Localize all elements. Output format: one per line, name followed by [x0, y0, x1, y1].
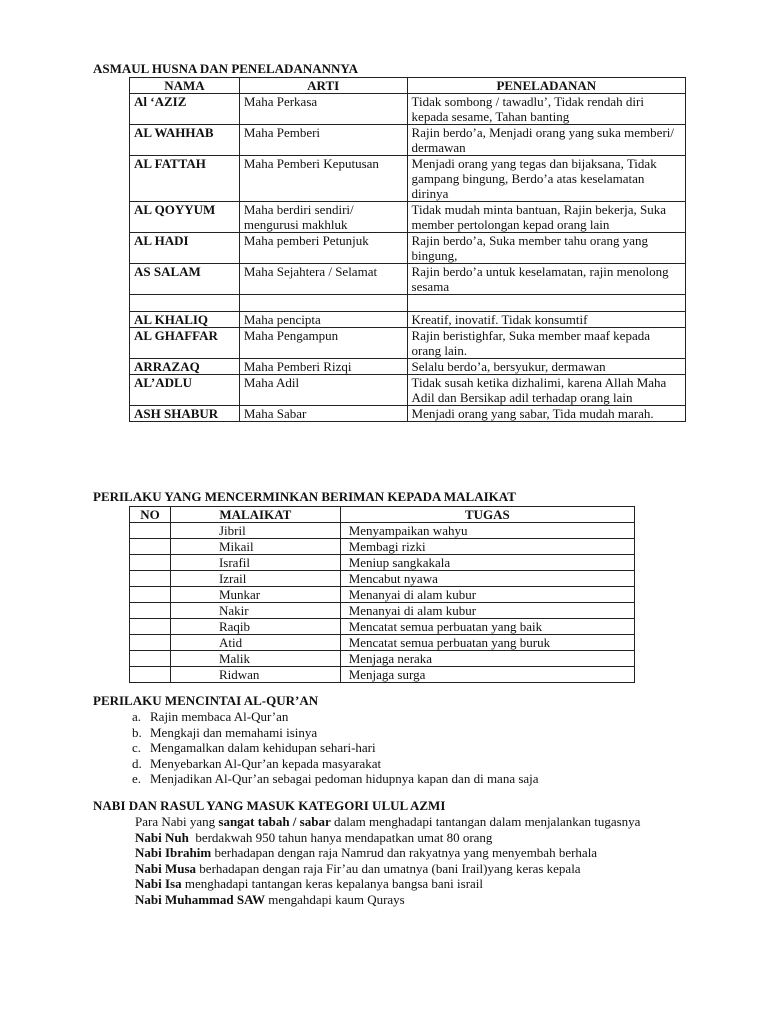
- header-arti: ARTI: [239, 78, 407, 94]
- list-marker: b.: [132, 724, 142, 740]
- list-marker: e.: [132, 771, 142, 786]
- tugas-cell: Mencatat semua perbuatan yang baik: [340, 619, 634, 635]
- header-tugas: TUGAS: [340, 507, 634, 523]
- list-item: [132, 709, 539, 725]
- no-cell: [130, 555, 171, 571]
- name-cell: ASH SHABUR: [130, 406, 240, 422]
- meaning-cell: Maha Sabar: [239, 406, 407, 422]
- example-cell: Menjadi orang yang sabar, Tida mudah marah.: [407, 406, 685, 422]
- tugas-cell: Meniup sangkakala: [340, 555, 634, 571]
- list-text: Mengkaji dan memahami isinya: [150, 724, 318, 740]
- nabi-name: Nabi Nuh: [135, 829, 189, 845]
- table-row: [130, 328, 686, 359]
- list-text: Rajin membaca Al-Qur’an: [150, 709, 289, 724]
- malaikat-cell: Raqib: [170, 619, 340, 635]
- tugas-cell: Menjaga surga: [340, 667, 634, 683]
- quran-behavior-list: [132, 709, 539, 787]
- name-cell: AL WAHHAB: [130, 125, 240, 156]
- meaning-cell: Maha Pemberi Keputusan: [239, 156, 407, 202]
- quran-title: PERILAKU MENCINTAI AL-QUR’AN: [93, 693, 319, 708]
- meaning-cell: Maha pemberi Petunjuk: [239, 233, 407, 264]
- nabi-description: berdakwah 950 tahun hanya mendapatkan umat 80 orang: [188, 829, 493, 845]
- no-cell: [130, 619, 171, 635]
- nabi-name: Nabi Muhammad SAW: [135, 891, 266, 907]
- header-nama: NAMA: [130, 78, 240, 94]
- table-row: [130, 603, 635, 619]
- table-row: [130, 94, 686, 125]
- nabi-description: menghadapi tantangan keras kepalanya bangsa bani israil: [181, 876, 484, 892]
- meaning-cell: Maha pencipta: [239, 312, 407, 328]
- malaikat-cell: Ridwan: [170, 667, 340, 683]
- table-row: [130, 202, 686, 233]
- tugas-cell: Menyampaikan wahyu: [340, 523, 634, 539]
- table-row: [130, 619, 635, 635]
- no-cell: [130, 571, 171, 587]
- list-text: Menjadikan Al-Qur’an sebagai pedoman hidupnya kapan dan di mana saja: [150, 771, 539, 786]
- list-text: Mengamalkan dalam kehidupan sehari-hari: [150, 740, 376, 755]
- malaikat-cell: Mikail: [170, 539, 340, 555]
- table-row: [130, 587, 635, 603]
- no-cell: [130, 603, 171, 619]
- name-cell: Al ‘AZIZ: [130, 94, 240, 125]
- table-row: [130, 571, 635, 587]
- nabi-line: [135, 861, 695, 877]
- meaning-cell: Maha Pemberi: [239, 125, 407, 156]
- table-header-row: [130, 507, 635, 523]
- table-row: [130, 125, 686, 156]
- nabi-name: Nabi Isa: [135, 876, 182, 892]
- name-cell: AL QOYYUM: [130, 202, 240, 233]
- table-row: [130, 555, 635, 571]
- example-cell: Rajin berdo’a, Suka member tahu orang yang bingung,: [407, 233, 685, 264]
- nabi-name: Nabi Ibrahim: [135, 845, 212, 861]
- name-cell: AL’ADLU: [130, 375, 240, 406]
- table-row: [130, 233, 686, 264]
- header-peneladanan: PENELADANAN: [407, 78, 685, 94]
- table-row: [130, 295, 686, 312]
- list-item: [132, 756, 539, 772]
- list-item: [132, 740, 539, 756]
- name-cell: AL FATTAH: [130, 156, 240, 202]
- table-header-row: [130, 78, 686, 94]
- example-cell: Tidak mudah minta bantuan, Rajin bekerja, Suka member pertolongan kepad orang lain: [407, 202, 685, 233]
- meaning-cell: Maha Adil: [239, 375, 407, 406]
- example-cell: Rajin berdo’a untuk keselamatan, rajin menolong sesama: [407, 264, 685, 295]
- example-cell: Selalu berdo’a, bersyukur, dermawan: [407, 359, 685, 375]
- list-marker: c.: [132, 740, 142, 755]
- table-row: [130, 264, 686, 295]
- no-cell: [130, 651, 171, 667]
- malaikat-cell: Malik: [170, 651, 340, 667]
- name-cell: AL GHAFFAR: [130, 328, 240, 359]
- nabi-line: [135, 845, 695, 861]
- no-cell: [130, 587, 171, 603]
- table-row: [130, 667, 635, 683]
- table-row: [130, 523, 635, 539]
- name-cell: AL HADI: [130, 233, 240, 264]
- ulul-azmi-body: [135, 814, 695, 908]
- name-cell: AS SALAM: [130, 264, 240, 295]
- name-cell: ARRAZAQ: [130, 359, 240, 375]
- malaikat-cell: Atid: [170, 635, 340, 651]
- table-row: [130, 406, 686, 422]
- list-marker: a.: [132, 709, 142, 724]
- meaning-cell: Maha berdiri sendiri/ mengurusi makhluk: [239, 202, 407, 233]
- ulul-azmi-title: NABI DAN RASUL YANG MASUK KATEGORI ULUL AZMI: [93, 798, 446, 813]
- tugas-cell: Membagi rizki: [340, 539, 634, 555]
- asmaul-husna-title: ASMAUL HUSNA DAN PENELADANANNYA: [93, 61, 358, 76]
- malaikat-title: PERILAKU YANG MENCERMINKAN BERIMAN KEPADA MALAIKAT: [93, 489, 516, 504]
- malaikat-cell: Jibril: [170, 523, 340, 539]
- nabi-description: berhadapan dengan raja Fir’au dan umatnya (bani Irail)yang keras kepala: [196, 860, 581, 876]
- list-item: [132, 771, 539, 787]
- meaning-cell: Maha Pemberi Rizqi: [239, 359, 407, 375]
- table-row: [130, 375, 686, 406]
- header-no: NO: [130, 507, 171, 523]
- example-cell: Tidak sombong / tawadlu’, Tidak rendah diri kepada sesame, Tahan banting: [407, 94, 685, 125]
- header-malaikat: MALAIKAT: [170, 507, 340, 523]
- table-row: [130, 156, 686, 202]
- malaikat-cell: Nakir: [170, 603, 340, 619]
- example-cell: Tidak susah ketika dizhalimi, karena Allah Maha Adil dan Bersikap adil terhadap orang lain: [407, 375, 685, 406]
- table-row: [130, 635, 635, 651]
- example-cell: Kreatif, inovatif. Tidak konsumtif: [407, 312, 685, 328]
- no-cell: [130, 523, 171, 539]
- tugas-cell: Mencatat semua perbuatan yang buruk: [340, 635, 634, 651]
- nabi-description: mengahdapi kaum Qurays: [265, 891, 405, 907]
- meaning-cell: Maha Sejahtera / Selamat: [239, 264, 407, 295]
- example-cell: Rajin berdo’a, Menjadi orang yang suka memberi/ dermawan: [407, 125, 685, 156]
- list-item: [132, 725, 539, 741]
- asmaul-husna-table: [129, 77, 686, 422]
- tugas-cell: Menjaga neraka: [340, 651, 634, 667]
- no-cell: [130, 539, 171, 555]
- meaning-cell: Maha Perkasa: [239, 94, 407, 125]
- no-cell: [130, 667, 171, 683]
- table-row: [130, 651, 635, 667]
- no-cell: [130, 635, 171, 651]
- table-row: [130, 359, 686, 375]
- nabi-line: [135, 830, 695, 846]
- name-cell: [130, 295, 240, 312]
- tugas-cell: Menanyai di alam kubur: [340, 603, 634, 619]
- list-text: Menyebarkan Al-Qur’an kepada masyarakat: [150, 755, 382, 771]
- list-marker: d.: [132, 755, 142, 771]
- example-cell: Menjadi orang yang tegas dan bijaksana, Tidak gampang bingung, Berdo’a atas keselamatan dirinya: [407, 156, 685, 202]
- malaikat-cell: Munkar: [170, 587, 340, 603]
- ulul-azmi-intro: Para Nabi yang sangat tabah / sabar dalam menghadapi tantangan dalam menjalankan tugasnya: [135, 814, 641, 829]
- tugas-cell: Mencabut nyawa: [340, 571, 634, 587]
- table-row: [130, 539, 635, 555]
- example-cell: Rajin beristighfar, Suka member maaf kepada orang lain.: [407, 328, 685, 359]
- meaning-cell: Maha Pengampun: [239, 328, 407, 359]
- nabi-name: Nabi Musa: [135, 860, 197, 876]
- meaning-cell: [239, 295, 407, 312]
- nabi-line: [135, 892, 695, 908]
- malaikat-cell: Izrail: [170, 571, 340, 587]
- nabi-line: [135, 876, 695, 892]
- example-cell: [407, 295, 685, 312]
- table-row: [130, 312, 686, 328]
- malaikat-cell: Israfil: [170, 555, 340, 571]
- name-cell: AL KHALIQ: [130, 312, 240, 328]
- malaikat-table: [129, 506, 635, 683]
- tugas-cell: Menanyai di alam kubur: [340, 587, 634, 603]
- nabi-description: berhadapan dengan raja Namrud dan rakyatnya yang menyembah berhala: [211, 845, 598, 861]
